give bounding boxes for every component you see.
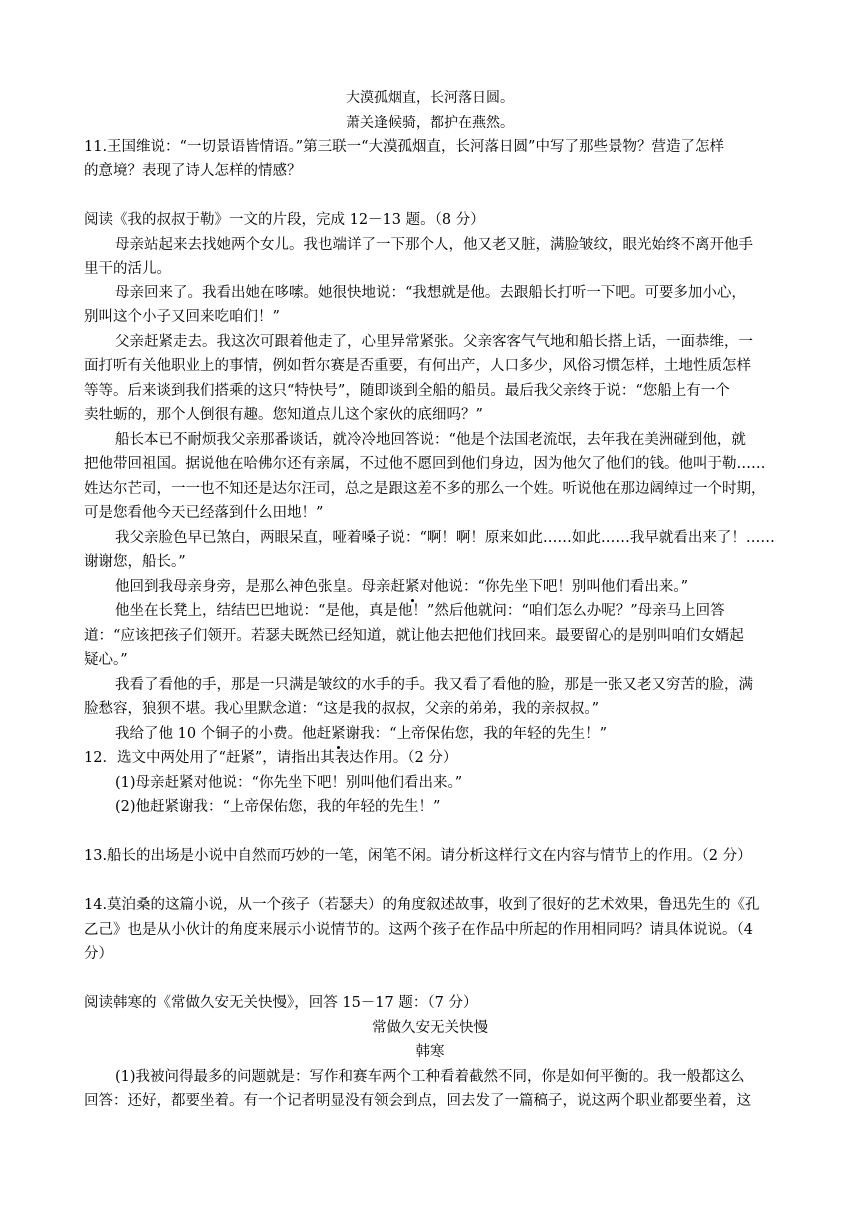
passage-line: 里干的活儿。 xyxy=(84,261,171,277)
emphasis-mark: 紧 xyxy=(405,579,420,595)
essay-author: 韩寒 xyxy=(415,1044,445,1060)
passage-line: 我看了看他的手，那是一只满是皱纹的水手的手。我又看了看他的脸，那是一张又老又穷苦的脸，满 xyxy=(115,677,753,693)
question-12-item-2: (2)他赶紧谢我：“上帝保佑您，我的年轻的先生！” xyxy=(115,799,441,815)
poem-line-2: 萧关逢候骑，都护在燕然。 xyxy=(346,115,514,131)
passage-line: 父亲赶紧走去。我这次可跟着他走了，心里异常紧张。父亲客客气气地和船长搭上话，一面恭维，一 xyxy=(115,334,753,350)
essay-title: 常做久安无关快慢 xyxy=(372,1020,488,1036)
question-12-item-1: (1)母亲赶紧对他说：“你先坐下吧！别叫他们看出来。” xyxy=(115,775,463,791)
passage-line: 他回到我母亲身旁，是那么神色张皇。母亲赶紧对他说：“你先坐下吧！别叫他们看出来。” xyxy=(115,579,689,595)
passage-line: 他坐在长凳上，结结巴巴地说：“是他，真是他！”然后他就问：“咱们怎么办呢？”母亲马上回答 xyxy=(115,603,725,619)
passage-line: 我给了他 10 个铜子的小费。他赶紧谢我：“上帝保佑您，我的年轻的先生！” xyxy=(115,726,607,742)
question-14-line-2: 乙己》也是从小伙计的角度来展示小说情节的。这两个孩子在作品中所起的作用相同吗？请具体说说。（4 xyxy=(84,922,753,938)
question-13: 13.船长的出场是小说中自然而巧妙的一笔，闲笔不闲。请分析这样行文在内容与情节上的作用。（2 分） xyxy=(84,848,752,864)
passage-line: 疑心。” xyxy=(84,652,128,668)
question-14-line-3: 分） xyxy=(84,946,113,962)
question-11-line-2: 的意境？表现了诗人怎样的情感？ xyxy=(84,163,302,179)
question-14-line-1: 14.莫泊桑的这篇小说，从一个孩子（若瑟夫）的角度叙述故事，收到了很好的艺术效果，鲁迅先生的《孔 xyxy=(84,897,760,913)
poem-line-1: 大漠孤烟直，长河落日圆。 xyxy=(346,90,514,106)
passage-line: 等等。后来谈到我们搭乘的这只“特快号”，随即谈到全船的船员。最后我父亲终于说：“您船上有一个 xyxy=(84,383,730,399)
passage-line: 别叫这个小子又回来吃咱们！” xyxy=(84,309,280,325)
question-12-stem: 12．选文中两处用了“赶紧”，请指出其表达作用。（2 分） xyxy=(84,750,458,766)
passage-line: 把他带回祖国。据说他在哈佛尔还有亲属，不过他不愿回到他们身边，因为他欠了他们的钱。他叫于勒…… xyxy=(84,456,766,472)
essay-line: (1)我被问得最多的问题就是：写作和赛车两个工种看着截然不同，你是如何平衡的。我一般都这么 xyxy=(115,1069,745,1085)
passage-line: 我父亲脸色早已煞白，两眼呆直，哑着嗓子说：“啊！啊！原来如此……如此……我早就看出来了！…… xyxy=(115,530,775,546)
passage-line: 母亲站起来去找她两个女儿。我也端详了一下那个人，他又老又脏，满脸皱纹，眼光始终不离开他手 xyxy=(115,237,753,253)
passage-line: 面打听有关他职业上的事情，例如哲尔赛是否重要，有何出产，人口多少，风俗习惯怎样，土地性质怎样 xyxy=(84,358,751,374)
section-2-intro: 阅读《我的叔叔于勒》一文的片段，完成 12－13 题。（8 分） xyxy=(84,212,485,228)
passage-line: 船长本已不耐烦我父亲那番谈话，就冷冷地回答说：“他是个法国老流氓，去年我在美洲碰到他，就 xyxy=(115,432,746,448)
passage-line: 道：“应该把孩子们领开。若瑟夫既然已经知道，就让他去把他们找回来。最要留心的是别叫咱们女婿起 xyxy=(84,628,744,644)
section-3-intro: 阅读韩寒的《常做久安无关快慢》，回答 15－17 题：（7 分） xyxy=(84,995,478,1011)
passage-line: 谢谢您，船长。” xyxy=(84,554,186,570)
question-11-line-1: 11.王国维说：“一切景语皆情语。”第三联一“大漠孤烟直，长河落日圆”中写了那些景物？营造了怎样 xyxy=(84,139,724,155)
passage-line: 脸愁容，狼狈不堪。我心里默念道：“这是我的叔叔，父亲的弟弟，我的亲叔叔。” xyxy=(84,701,600,717)
emphasis-mark: 紧 xyxy=(331,726,346,742)
essay-line: 回答：还好，都要坐着。有一个记者明显没有领会到点，回去发了一篇稿子，说这两个职业都要坐着，这 xyxy=(84,1093,751,1109)
passage-line: 可是您看他今天已经落到什么田地！” xyxy=(84,505,324,521)
passage-line: 母亲回来了。我看出她在哆嗦。她很快地说：“我想就是他。去跟船长打听一下吧。可要多加小心， xyxy=(115,285,746,301)
passage-line: 姓达尔芒司，一一也不知还是达尔汪司，总之是跟这差不多的那么一个姓。听说他在那边阔绰过一个时期， xyxy=(84,481,766,497)
passage-line: 卖牡蛎的，那个人倒很有趣。您知道点儿这个家伙的底细吗？” xyxy=(84,407,483,423)
